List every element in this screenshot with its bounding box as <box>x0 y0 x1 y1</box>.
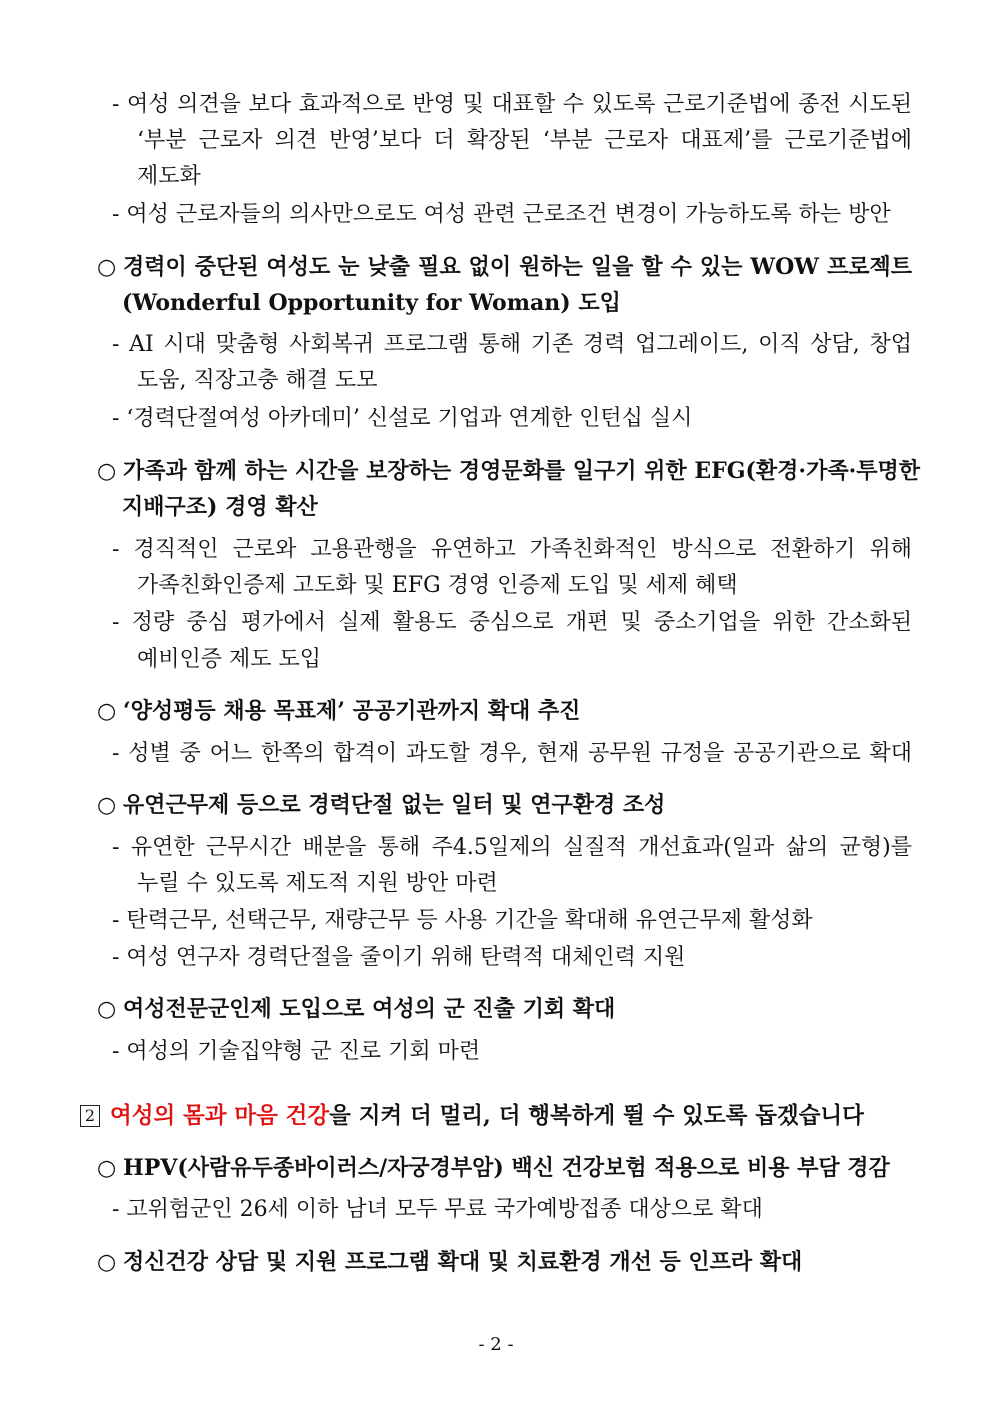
sub-item: - ‘경력단절여성 아카데미’ 신설로 기업과 연계한 인턴십 실시 <box>112 406 693 431</box>
sub-item: - 여성 연구자 경력단절을 줄이기 위해 탄력적 대체인력 지원 <box>112 945 686 970</box>
sub-item: - 여성 근로자들의 의사만으로도 여성 관련 근로조건 변경이 가능하도록 하는 방안 <box>112 202 891 227</box>
bullet-heading <box>97 1247 912 1278</box>
bullet-heading <box>97 252 912 283</box>
circle-bullet-icon: ○ <box>97 699 117 724</box>
heading-text: 유연근무제 등으로 경력단절 없는 일터 및 연구환경 조성 <box>123 792 666 818</box>
sub-item: - 고위험군인 26세 이하 남녀 모두 무료 국가예방접종 대상으로 확대 <box>112 1197 763 1222</box>
sub-item: - AI 시대 맞춤형 사회복귀 프로그램 통해 기존 경력 업그레이드, 이직 상담, 창업 <box>112 332 912 357</box>
sub-item-continuation: ‘부분 근로자 의견 반영’보다 더 확장된 ‘부분 근로자 대표제’를 근로기준법에 <box>137 128 912 153</box>
sub-item: - 경직적인 근로와 고용관행을 유연하고 가족친화적인 방식으로 전환하기 위해 <box>112 537 912 562</box>
sub-item: - 여성 의견을 보다 효과적으로 반영 및 대표할 수 있도록 근로기준법에 종전 시도된 <box>112 92 912 117</box>
bullet-heading <box>97 456 920 487</box>
heading-text: 가족과 함께 하는 시간을 보장하는 경영문화를 일구기 위한 EFG(환경·가족·투명한 <box>123 458 920 484</box>
section-number-box: 2 <box>80 1105 100 1127</box>
bullet-heading <box>97 1153 912 1184</box>
circle-bullet-icon: ○ <box>97 255 117 280</box>
heading-text: 경력이 중단된 여성도 눈 낮출 필요 없이 원하는 일을 할 수 있는 WOW 프로젝트 <box>123 254 912 280</box>
page-number: - 2 - <box>478 1334 514 1355</box>
section-heading-rest: 을 지켜 더 멀리, 더 행복하게 뛸 수 있도록 돕겠습니다 <box>329 1103 864 1129</box>
sub-item-continuation: 가족친화인증제 고도화 및 EFG 경영 인증제 도입 및 세제 혜택 <box>137 573 738 598</box>
sub-item-continuation: 도움, 직장고충 해결 도모 <box>137 368 378 393</box>
circle-bullet-icon: ○ <box>97 1156 117 1181</box>
sub-item: - 성별 중 어느 한쪽의 합격이 과도할 경우, 현재 공무원 규정을 공공기관으로 확대 <box>112 741 912 766</box>
section-heading <box>80 1101 912 1131</box>
bullet-heading <box>97 790 912 821</box>
heading-text: 여성전문군인제 도입으로 여성의 군 진출 기회 확대 <box>123 996 616 1022</box>
section-highlight: 여성의 몸과 마음 건강 <box>110 1103 330 1129</box>
circle-bullet-icon: ○ <box>97 1250 117 1275</box>
heading-text: HPV(사람유두종바이러스/자궁경부암) 백신 건강보험 적용으로 비용 부담 경감 <box>123 1155 890 1181</box>
sub-item-continuation: 제도화 <box>137 164 201 189</box>
sub-item: - 유연한 근무시간 배분을 통해 주4.5일제의 실질적 개선효과(일과 삶의 균형)를 <box>112 835 912 860</box>
sub-item-continuation: 누릴 수 있도록 제도적 지원 방안 마련 <box>137 871 498 896</box>
circle-bullet-icon: ○ <box>97 997 117 1022</box>
circle-bullet-icon: ○ <box>97 793 117 818</box>
heading-text: 정신건강 상담 및 지원 프로그램 확대 및 치료환경 개선 등 인프라 확대 <box>123 1249 803 1275</box>
sub-item: - 여성의 기술집약형 군 진로 기회 마련 <box>112 1039 481 1064</box>
bullet-heading-continuation: (Wonderful Opportunity for Woman) 도입 <box>122 290 621 316</box>
bullet-heading <box>97 696 912 727</box>
bullet-heading-continuation: 지배구조) 경영 확산 <box>122 494 318 520</box>
sub-item: - 탄력근무, 선택근무, 재량근무 등 사용 기간을 확대해 유연근무제 활성화 <box>112 908 813 933</box>
bullet-heading <box>97 994 912 1025</box>
heading-text: ‘양성평등 채용 목표제’ 공공기관까지 확대 추진 <box>123 698 581 724</box>
circle-bullet-icon: ○ <box>97 459 117 484</box>
sub-item-continuation: 예비인증 제도 도입 <box>137 647 322 672</box>
sub-item: - 정량 중심 평가에서 실제 활용도 중심으로 개편 및 중소기업을 위한 간소화된 <box>112 610 912 635</box>
